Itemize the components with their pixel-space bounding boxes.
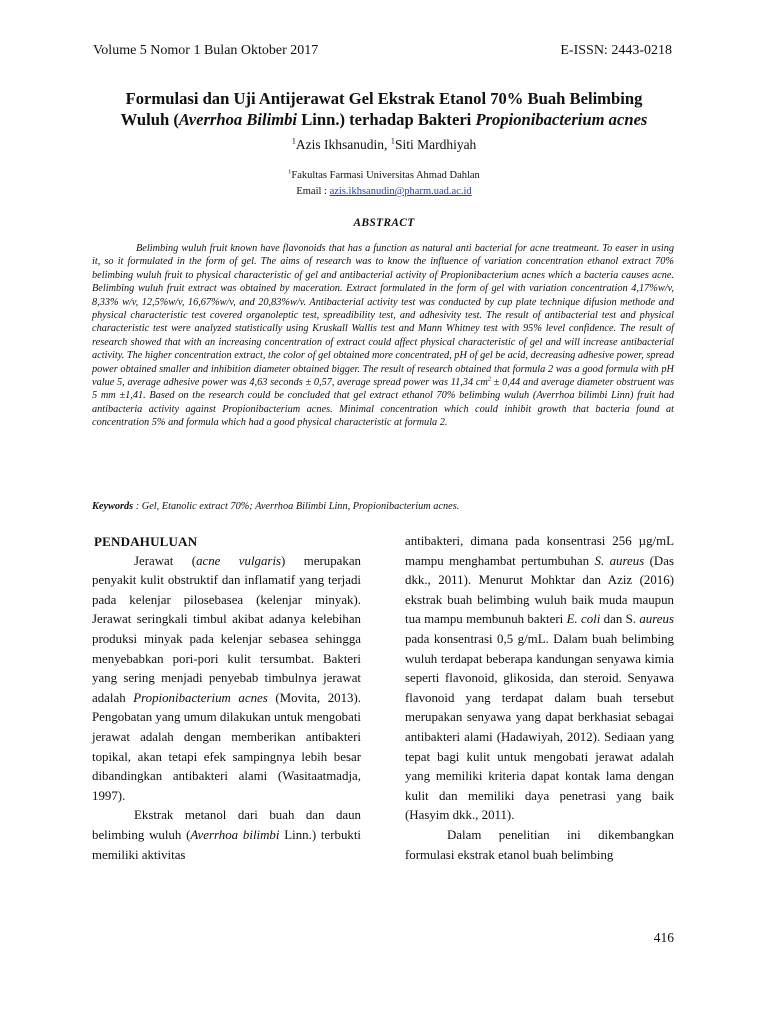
right-paragraph-1 [405,532,674,826]
right-p1-term-ecoli: E. coli [566,612,601,627]
intro-p1-term-acne: acne vulgaris [196,553,282,568]
right-column [405,532,674,865]
left-column [92,532,361,865]
affiliation-name: Fakultas Farmasi Universitas Ahmad Dahlan [291,170,480,181]
intro-p1-text-c: (Movita, 2013). Pengobatan yang umum dilakukan untuk mengobati jerawat adalah dengan memberikan antibakteri topikal, akan tetapi efek sampingnya lebih besar dibandingkan antibakteri alami (Wasitaatmadja, 1997). [92,690,361,803]
right-p1-text-b: (Das dkk., 2011). Menurut Mohktar dan Aziz (2016) ekstrak buah belimbing wuluh baik muda maupun tua mampu membunuh bakteri [405,553,674,627]
right-p1-text-d: pada konsentrasi 0,5 g/mL. Dalam buah belimbing wuluh terdapat beberapa kandungan senyawa kimia seperti flavonoid, glikosida, dan steroid. Senyawa flavonoid yang terdapat dalam buah tersebut merupakan senyawa yang dapat berkhasiat sebagai antibakteri alami (Hadawiyah, 2012). Sediaan yang tepat bagi kulit untuk mengobati jerawat adalah yang memiliki kriteria dapat kontak lama dengan kulit dan memiliki daya penetrasi yang baik (Hasyim dkk., 2011). [405,631,674,823]
keywords-line [92,500,674,513]
author-2-affiliation-mark: 1 [390,136,395,146]
author-2-name: Siti Mardhiyah [394,137,477,152]
issn-header: E-ISSN: 2443-0218 [560,43,672,58]
affiliation-block [0,168,768,200]
abstract-body [92,242,674,430]
intro-paragraph-2 [92,806,361,865]
affiliation-line [0,168,768,184]
intro-p1-text-a: Jerawat ( [134,553,197,568]
right-p1-term-aureus: aureus [639,612,674,627]
author-1-affiliation-mark: 1 [291,136,296,146]
keywords-list: : Gel, Etanolic extract 70%; Averrhoa Bilimbi Linn, Propionibacterium acnes. [133,501,460,512]
email-line [0,184,768,200]
right-p1-text-a: antibakteri, dimana pada konsentrasi 256 µg/mL mampu menghambat pertumbuhan [405,534,674,568]
email-label: Email : [296,186,330,197]
abstract-superscript: 2 [487,375,492,383]
right-paragraph-2: Dalam penelitian ini dikembangkan formulasi ekstrak etanol buah belimbing [405,827,674,862]
paper-title [80,88,688,130]
abstract-text-part-2: ± 0,44 and average diameter obstruent was 5 mm ±1,41. Based on the research could be concluded that gel extract ethanol 70% belimbing wuluh (Averrhoa bilimbi Linn) fruit had antibacteria activity against Propionibacterium acnes. Minimal concentration which could inhibit growth that bacteria found at concentration 5% and formula which had a good physical characteristic at formula 2. [92,377,674,429]
abstract-heading: ABSTRACT [353,217,415,229]
affiliation-mark: 1 [288,168,292,176]
title-line-1: Formulasi dan Uji Antijerawat Gel Ekstrak Etanol 70% Buah Belimbing [125,89,643,108]
author-list [0,137,768,153]
page-number: 416 [653,930,674,945]
section-heading-introduction: PENDAHULUAN [94,534,198,549]
email-link[interactable]: azis.ikhsanudin@pharm.uad.ac.id [329,186,472,197]
title-bacteria-name: Propionibacterium acnes [475,110,648,129]
right-p1-text-c: dan S. [600,612,640,627]
intro-p2-text-a: Ekstrak metanol dari buah dan daun belimbing wuluh ( [92,808,361,842]
intro-paragraph-1 [92,552,361,807]
abstract-text-part-1: Belimbing wuluh fruit known have flavonoids that has a function as natural anti bacterial for acne treatmeant. To easer in using it, so it formulated in the form of gel. The aims of research was to know the influence of variation concentration ethanol extract 70% belimbing wuluh fruit to physical characteristic of gel and antibacterial activity of Propionibacterium acnes which a bacteria causes acne. Belimbing wuluh fruit extract was obtained by maceration. Extract formulated in the form of gel with variation concentration 4,17%w/v, 8,33% w/v, 12,5%w/v, 16,67%w/v, and 20,83%w/v. Antibacterial activity test was conducted by cup plate technique difusion methode and physical characteristic test covered organoleptic test, spreadibility test, and adhesivity test. The result of antibacterial test and physical characteristic test were analyzed statistically using Kruskall Wallis test and Mann Whitney test with 95% level confidence. The result of research showed that with an increasing concentration of extract could affect physical characteristic of gel and will increase antibacterial activity. The higher concentration extract, the color of gel obtained more concentrated, pH of gel be acid, decreasing adhesive power, spread power obtained smaller and inhibition diameter obtained bigger. The result of research obtained that formula 2 was a good formula with pH value 5, average adhesive power was 4,63 seconds ± 0,57, average spread power was 11,34 cm [92,243,674,389]
intro-p1-term-bacteria: Propionibacterium acnes [133,690,268,705]
author-1-name: Azis Ikhsanudin, [295,137,391,152]
intro-p2-text-b: Linn.) terbukti memiliki aktivitas [92,827,361,862]
intro-p2-term-species: Averrhoa bilimbi [190,827,280,842]
title-line-2-part-2: Linn.) terhadap Bakteri [297,110,476,129]
title-species-name: Averrhoa Bilimbi [178,110,298,129]
title-line-2-part-1: Wuluh ( [120,110,179,129]
right-p1-term-saureus: S. aureus [594,553,645,568]
intro-p1-text-b: ) merupakan penyakit kulit obstruktif dan inflamatif yang terjadi pada kelenjar pilosebasea (kelenjar minyak). Jerawat seringkali timbul akibat adanya kelebihan produksi minyak pada kelenjar sebasea sehingga menyebabkan pori-pori kulit tersumbat. Bakteri yang sering menjadi penyebab timbulnya jerawat adalah [92,553,361,705]
keywords-label: Keywords [92,501,134,512]
journal-volume-header: Volume 5 Nomor 1 Bulan Oktober 2017 [93,43,319,58]
